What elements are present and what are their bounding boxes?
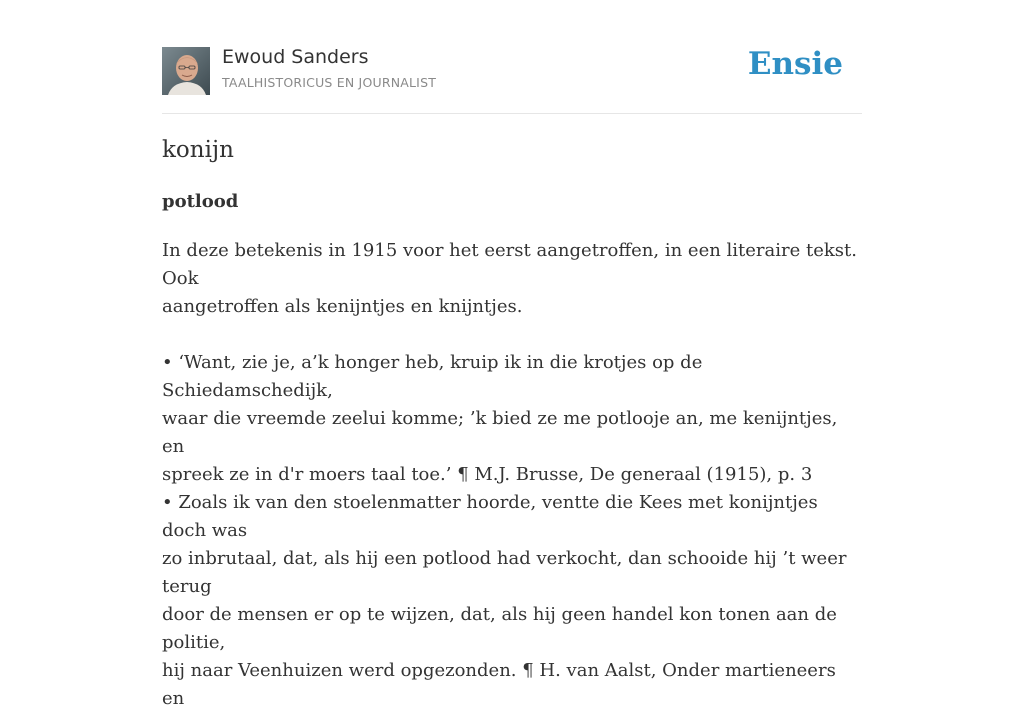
intro-line: In deze betekenis in 1915 voor het eerst aangetroffen, in een literaire tekst. Ook	[162, 240, 857, 289]
citation-line: zo inbrutaal, dat, als hij een potlood had verkocht, dan schooide hij ’t weer terug	[162, 548, 847, 597]
paragraph-spacer	[162, 321, 862, 349]
ensie-logo-link[interactable]: Ensie	[747, 46, 843, 82]
citation-line: • ‘Want, zie je, a’k honger heb, kruip ik in die krotjes op de Schiedamschedijk,	[162, 352, 703, 401]
entry-container	[162, 0, 862, 709]
author-name[interactable]: Ewoud Sanders	[222, 46, 369, 68]
citation-line: waar die vreemde zeelui komme; ’k bied ze me potlooje an, me kenijntjes, en	[162, 408, 838, 457]
citation-line: spreek ze in d'r moers taal toe.’ ¶ M.J. Brusse, De generaal (1915), p. 3	[162, 464, 813, 485]
user-avatar-photo-icon	[162, 47, 210, 95]
entry-body	[162, 237, 862, 713]
intro-line: aangetroffen als kenijntjes en knijntjes.	[162, 296, 523, 317]
author-avatar[interactable]	[162, 47, 210, 95]
entry-header	[162, 0, 862, 114]
citation-line: • Zoals ik van den stoelenmatter hoorde, ventte die Kees met konijntjes doch was	[162, 492, 818, 541]
citation-line: door de mensen er op te wijzen, dat, als hij geen handel kon tonen aan de politie,	[162, 604, 837, 653]
entry-subtitle: potlood	[162, 191, 239, 212]
entry-title: konijn	[162, 137, 234, 163]
author-role: TAALHISTORICUS EN JOURNALIST	[222, 75, 437, 90]
citation-line: hij naar Veenhuizen werd opgezonden. ¶ H. van Aalst, Onder martieneers en	[162, 660, 836, 709]
